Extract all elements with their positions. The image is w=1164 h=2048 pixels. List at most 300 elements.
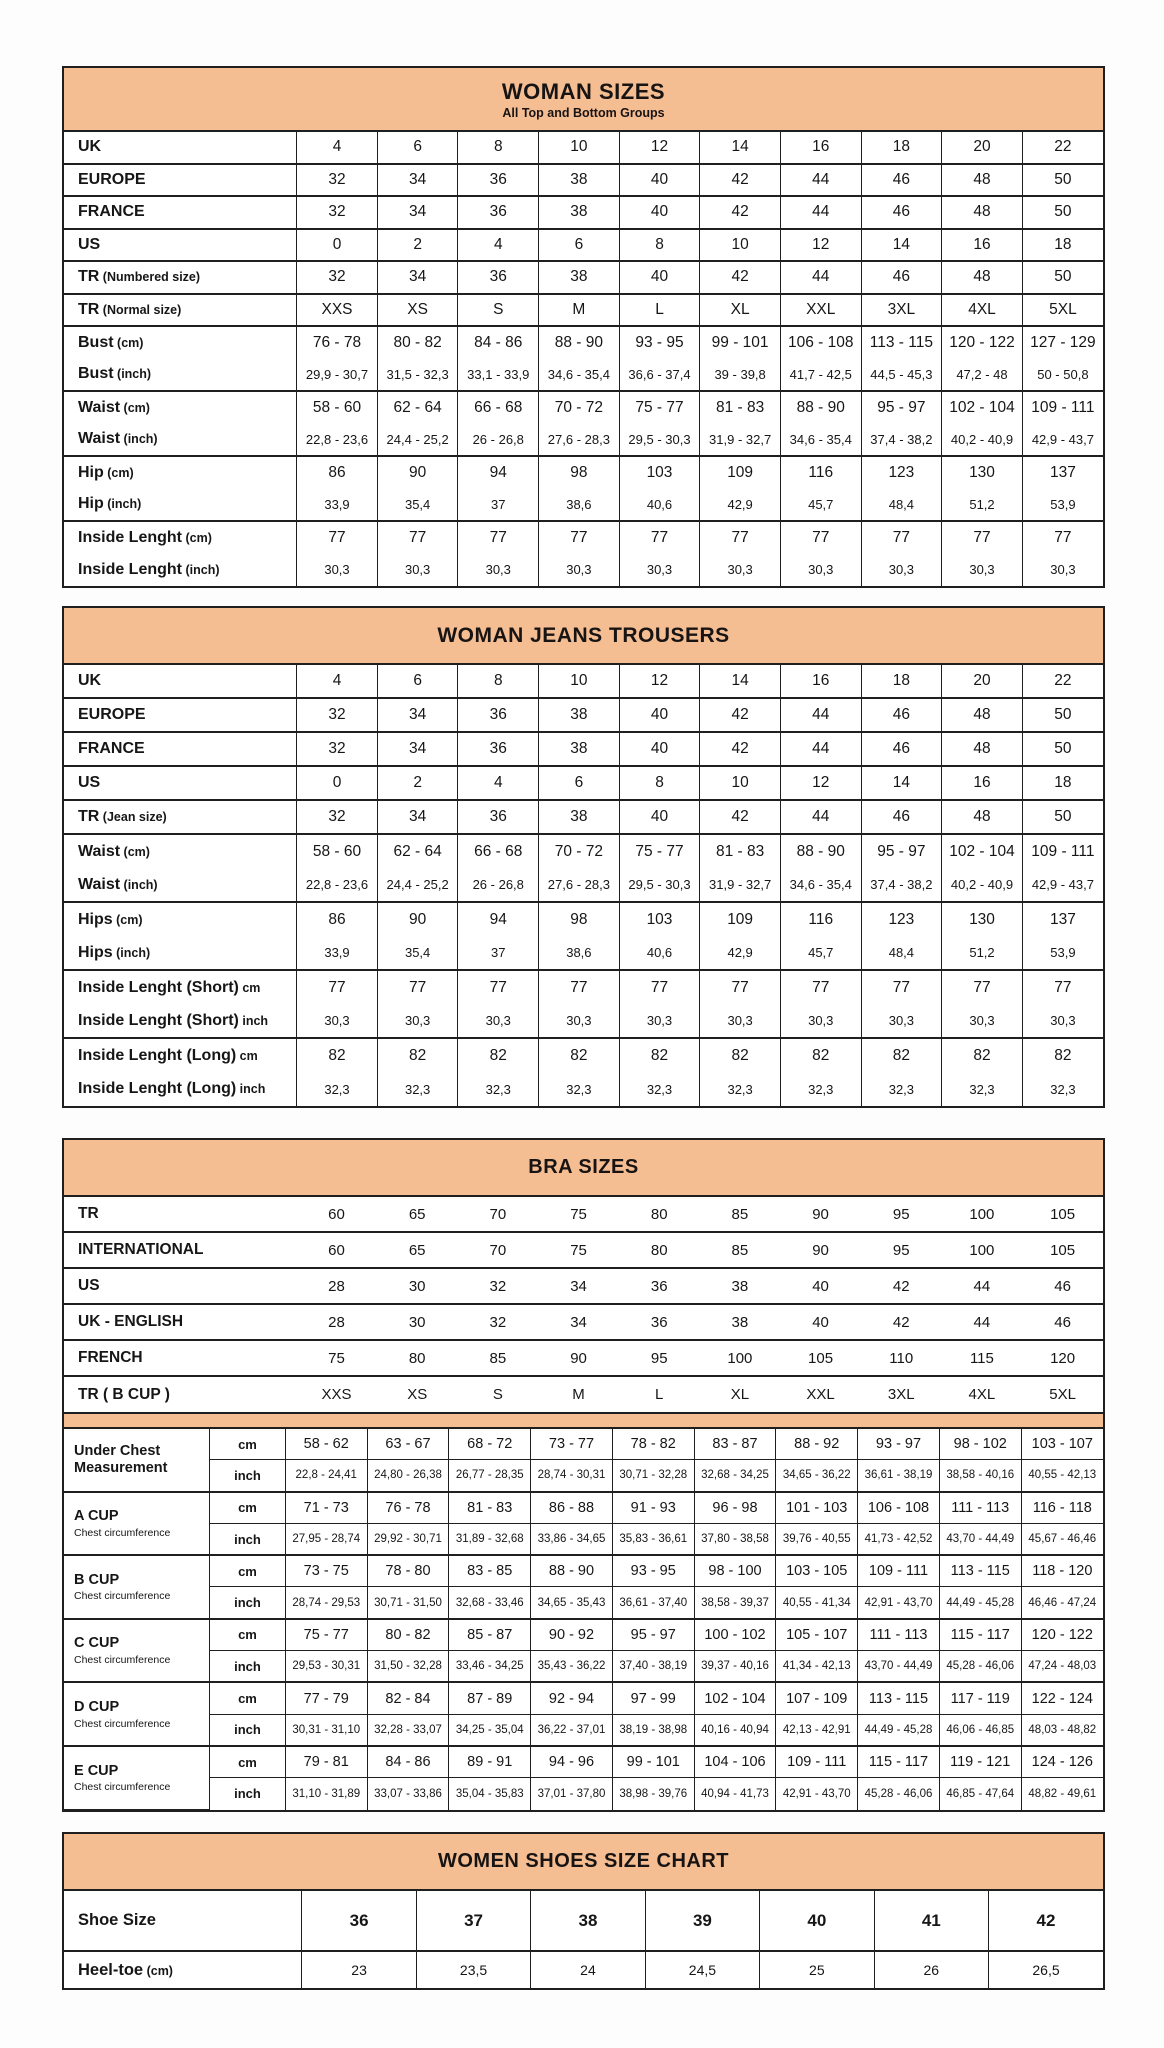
value-cell: 32,3 [861,1072,942,1106]
value-cell: 27,6 - 28,3 [539,868,620,902]
value-cell: 32,3 [539,1072,620,1106]
row-label: US [64,766,297,800]
value-cell: 40 [619,164,700,197]
row-label: TR (Normal size) [64,294,297,327]
value-cell: 82 [1022,1038,1103,1072]
row-label: UK - ENGLISH [64,1304,296,1340]
value-cell: 8 [458,664,539,698]
value-cell: 24,5 [645,1951,759,1988]
woman-sizes-title: WOMAN SIZES [501,78,666,104]
value-cell: 22 [1022,664,1103,698]
value-cell: 93 - 95 [619,326,700,359]
value-cell: 42 [700,732,781,766]
value-cell: 38 [539,800,620,834]
value-cell: 30,3 [297,554,378,587]
value-cell: 58 - 60 [297,834,378,868]
table-row [64,1746,1103,1778]
value-cell: 47,2 - 48 [942,359,1023,392]
table-row [64,164,1103,197]
value-cell: 119 - 121 [939,1746,1021,1778]
value-cell: 45,7 [780,936,861,970]
value-cell: 46 [1022,1304,1103,1340]
value-cell: 85 [458,1340,539,1376]
value-cell: 82 - 84 [367,1682,449,1714]
value-cell: 48,82 - 49,61 [1021,1778,1103,1810]
value-cell: 80 [619,1232,700,1268]
woman-sizes-section [62,66,1105,588]
value-cell: 34,65 - 36,22 [776,1460,858,1492]
value-cell: 93 - 95 [612,1555,694,1587]
value-cell: 81 - 83 [700,834,781,868]
value-cell: 75 - 77 [285,1619,367,1651]
value-cell: 50 - 50,8 [1022,359,1103,392]
table-row [64,521,1103,554]
table-row [64,424,1103,457]
value-cell: 50 [1022,164,1103,197]
value-cell: XL [700,1376,781,1412]
table-row [64,1460,1103,1492]
value-cell: 32 [297,698,378,732]
value-cell: 18 [861,664,942,698]
bra-sizes-section [62,1138,1105,1812]
row-label: TR (Jean size) [64,800,297,834]
value-cell: 42 [700,261,781,294]
value-cell: 38,58 - 40,16 [939,1460,1021,1492]
value-cell: 77 [942,521,1023,554]
value-cell: 62 - 64 [377,834,458,868]
unit-cell: cm [210,1746,286,1778]
row-group-label: B CUP Chest circumference [64,1555,210,1619]
table-row [64,1340,1103,1376]
value-cell: 65 [377,1232,458,1268]
value-cell: 34,25 - 35,04 [449,1714,531,1746]
value-cell: 34 [377,196,458,229]
value-cell: 35,43 - 36,22 [531,1651,613,1683]
value-cell: 73 - 77 [531,1428,613,1460]
value-cell: 40,16 - 40,94 [694,1714,776,1746]
value-cell: 113 - 115 [861,326,942,359]
value-cell: 31,9 - 32,7 [700,868,781,902]
table-row [64,1714,1103,1746]
value-cell: 105 [780,1340,861,1376]
table-row [64,1890,1103,1951]
value-cell: 75 [538,1196,619,1232]
row-group-label: A CUP Chest circumference [64,1492,210,1556]
value-cell: 120 - 122 [1021,1619,1103,1651]
value-cell: 4 [458,766,539,800]
value-cell: 46 [861,196,942,229]
woman-jeans-grid [64,663,1103,1106]
value-cell: XS [377,294,458,327]
value-cell: 44 [780,196,861,229]
value-cell: 36 [458,800,539,834]
value-cell: 120 - 122 [942,326,1023,359]
row-label: Hip (cm) [64,456,297,489]
value-cell: 18 [1022,766,1103,800]
value-cell: 32,3 [700,1072,781,1106]
value-cell: 109 - 111 [858,1555,940,1587]
value-cell: 102 - 104 [694,1682,776,1714]
row-label: Heel-toe (cm) [64,1951,302,1988]
unit-cell: cm [210,1619,286,1651]
value-cell: 32,68 - 34,25 [694,1460,776,1492]
table-row [64,391,1103,424]
table-row [64,1232,1103,1268]
value-cell: 106 - 108 [780,326,861,359]
value-cell: 34 [538,1304,619,1340]
value-cell: 29,92 - 30,71 [367,1523,449,1555]
value-cell: L [619,294,700,327]
value-cell: 113 - 115 [939,1555,1021,1587]
value-cell: 40 [780,1304,861,1340]
table-row [64,1778,1103,1810]
value-cell: 44,5 - 45,3 [861,359,942,392]
table-row [64,800,1103,834]
value-cell: 48 [942,732,1023,766]
value-cell: 35,4 [377,936,458,970]
value-cell: 77 [377,970,458,1004]
value-cell: 46 [861,800,942,834]
unit-cell: cm [210,1492,286,1524]
woman-jeans-section [62,606,1105,1108]
row-label: Bust (cm) [64,326,297,359]
value-cell: 34 [377,698,458,732]
value-cell: 116 - 118 [1021,1492,1103,1524]
value-cell: 37 [416,1890,530,1951]
value-cell: 38 [700,1304,781,1340]
value-cell: 50 [1022,732,1103,766]
value-cell: 39,76 - 40,55 [776,1523,858,1555]
value-cell: 106 - 108 [858,1492,940,1524]
value-cell: 90 - 92 [531,1619,613,1651]
value-cell: 77 [539,970,620,1004]
row-label: EUROPE [64,698,297,732]
value-cell: 88 - 90 [531,1555,613,1587]
value-cell: 23 [302,1951,416,1988]
value-cell: 77 [861,521,942,554]
value-cell: 81 - 83 [700,391,781,424]
value-cell: 32 [297,732,378,766]
value-cell: 77 [861,970,942,1004]
value-cell: 18 [861,131,942,164]
value-cell: 26,5 [989,1951,1104,1988]
row-label: Hips (cm) [64,902,297,936]
value-cell: 6 [377,664,458,698]
value-cell: 36,61 - 38,19 [858,1460,940,1492]
value-cell: 73 - 75 [285,1555,367,1587]
table-row [64,698,1103,732]
woman-jeans-header-band [64,608,1103,663]
value-cell: 37,4 - 38,2 [861,868,942,902]
table-row [64,970,1103,1004]
value-cell: 82 [458,1038,539,1072]
value-cell: 98 [539,456,620,489]
row-label: Waist (inch) [78,430,158,448]
orange-separator-band [64,1412,1103,1427]
value-cell: 86 [297,456,378,489]
value-cell: 31,9 - 32,7 [700,424,781,457]
value-cell: 47,24 - 48,03 [1021,1651,1103,1683]
value-cell: 32 [458,1268,539,1304]
value-cell: 90 [780,1196,861,1232]
value-cell: XXL [780,294,861,327]
row-label: TR (Numbered size) [64,261,297,294]
value-cell: 33,07 - 33,86 [367,1778,449,1810]
size-table [64,663,1103,1106]
value-cell: 42,91 - 43,70 [858,1587,940,1619]
value-cell: 46,06 - 46,85 [939,1714,1021,1746]
value-cell: 81 - 83 [449,1492,531,1524]
value-cell: 75 - 77 [619,391,700,424]
unit-cell: cm [210,1682,286,1714]
value-cell: 44 [780,164,861,197]
value-cell: 30,3 [942,1004,1023,1038]
value-cell: 50 [1022,698,1103,732]
value-cell: 30,3 [619,554,700,587]
value-cell: 30,3 [619,1004,700,1038]
value-cell: 84 - 86 [367,1746,449,1778]
value-cell: 35,04 - 35,83 [449,1778,531,1810]
value-cell: 32,3 [1022,1072,1103,1106]
row-label: Waist (cm) [64,834,297,868]
row-group-label: E CUP Chest circumference [64,1746,210,1810]
value-cell: 26 [874,1951,988,1988]
woman-sizes-grid [64,130,1103,586]
row-label: US [64,1268,296,1304]
value-cell: 37,4 - 38,2 [861,424,942,457]
value-cell: 27,6 - 28,3 [539,424,620,457]
value-cell: 109 - 111 [776,1746,858,1778]
value-cell: 99 - 101 [612,1746,694,1778]
value-cell: 82 [377,1038,458,1072]
value-cell: 46 [861,164,942,197]
row-label: FRANCE [64,196,297,229]
row-label: US [64,229,297,262]
value-cell: 30,3 [700,1004,781,1038]
value-cell: 8 [458,131,539,164]
row-label: TR [64,1196,296,1232]
value-cell: 48,4 [861,936,942,970]
value-cell: 48 [942,196,1023,229]
table-row [64,1619,1103,1651]
value-cell: 37 [458,936,539,970]
value-cell: 12 [780,229,861,262]
table-row [64,1004,1103,1038]
value-cell: S [458,1376,539,1412]
value-cell: 5XL [1022,294,1103,327]
value-cell: 36 [458,698,539,732]
table-row [64,1196,1103,1232]
row-label: EUROPE [64,164,297,197]
value-cell: 107 - 109 [776,1682,858,1714]
value-cell: 2 [377,229,458,262]
value-cell: 40 [619,698,700,732]
value-cell: 23,5 [416,1951,530,1988]
value-cell: 35,83 - 36,61 [612,1523,694,1555]
value-cell: 34 [377,800,458,834]
value-cell: 33,46 - 34,25 [449,1651,531,1683]
value-cell: 4 [297,131,378,164]
value-cell: 30,3 [458,554,539,587]
value-cell: 44 [780,732,861,766]
value-cell: 51,2 [942,489,1023,522]
value-cell: 53,9 [1022,489,1103,522]
row-label: Waist (inch) [78,875,158,893]
value-cell: 6 [377,131,458,164]
table-row [64,1682,1103,1714]
value-cell: 90 [377,902,458,936]
value-cell: M [538,1376,619,1412]
value-cell: 30,31 - 31,10 [285,1714,367,1746]
value-cell: 30,3 [861,1004,942,1038]
value-cell: 46 [861,732,942,766]
bra-sizes-header-band [64,1140,1103,1195]
value-cell: 30,3 [700,554,781,587]
value-cell: 32,3 [458,1072,539,1106]
row-label: Shoe Size [64,1890,302,1951]
value-cell: 40,2 - 40,9 [942,868,1023,902]
value-cell: 65 [377,1196,458,1232]
value-cell: 84 - 86 [458,326,539,359]
value-cell: XS [377,1376,458,1412]
value-cell: 32,3 [619,1072,700,1106]
value-cell: 32 [297,261,378,294]
value-cell: 98 - 102 [939,1428,1021,1460]
value-cell: 87 - 89 [449,1682,531,1714]
value-cell: 43,70 - 44,49 [858,1651,940,1683]
value-cell: 137 [1022,456,1103,489]
value-cell: 77 [458,970,539,1004]
value-cell: 22,8 - 23,6 [297,868,378,902]
value-cell: 95 [861,1196,942,1232]
table-row [64,1376,1103,1412]
value-cell: 77 [700,521,781,554]
value-cell: 88 - 90 [780,391,861,424]
value-cell: 76 - 78 [367,1492,449,1524]
value-cell: 41,34 - 42,13 [776,1651,858,1683]
value-cell: 50 [1022,261,1103,294]
value-cell: 12 [619,131,700,164]
value-cell: 29,9 - 30,7 [297,359,378,392]
value-cell: 82 [780,1038,861,1072]
value-cell: 50 [1022,196,1103,229]
value-cell: 115 - 117 [939,1619,1021,1651]
value-cell: 42,91 - 43,70 [776,1778,858,1810]
value-cell: 14 [700,664,781,698]
value-cell: 105 [1022,1232,1103,1268]
value-cell: 77 [619,970,700,1004]
value-cell: 123 [861,456,942,489]
value-cell: 48 [942,261,1023,294]
value-cell: 82 [942,1038,1023,1072]
value-cell: 38 [531,1890,645,1951]
value-cell: 90 [780,1232,861,1268]
value-cell: 111 - 113 [858,1619,940,1651]
value-cell: 37,80 - 38,58 [694,1523,776,1555]
value-cell: 100 [942,1232,1023,1268]
value-cell: 117 - 119 [939,1682,1021,1714]
size-table [64,1427,1103,1810]
value-cell: 30,3 [780,554,861,587]
value-cell: 4XL [942,1376,1023,1412]
value-cell: 82 [861,1038,942,1072]
value-cell: 76 - 78 [297,326,378,359]
value-cell: 48 [942,698,1023,732]
table-row [64,834,1103,868]
value-cell: 32 [297,164,378,197]
value-cell: 41 [874,1890,988,1951]
value-cell: 38 [539,261,620,294]
value-cell: 95 - 97 [861,834,942,868]
value-cell: 30,3 [1022,554,1103,587]
value-cell: 38,6 [539,489,620,522]
value-cell: 18 [1022,229,1103,262]
value-cell: 30,3 [377,1004,458,1038]
woman-sizes-subtitle: All Top and Bottom Groups [502,105,665,120]
value-cell: 40 [619,261,700,294]
value-cell: 86 [297,902,378,936]
value-cell: 16 [780,664,861,698]
row-label: Hips (inch) [78,943,151,961]
value-cell: 28,74 - 29,53 [285,1587,367,1619]
value-cell: 27,95 - 28,74 [285,1523,367,1555]
value-cell: 37 [458,489,539,522]
value-cell: 33,1 - 33,9 [458,359,539,392]
value-cell: 16 [942,229,1023,262]
value-cell: 75 [296,1340,377,1376]
row-label: Inside Lenght (Short) cm [64,970,297,1004]
value-cell: 58 - 62 [285,1428,367,1460]
value-cell: 100 - 102 [694,1619,776,1651]
value-cell: 109 - 111 [1022,834,1103,868]
value-cell: 16 [780,131,861,164]
value-cell: 77 [942,970,1023,1004]
value-cell: 36 [458,261,539,294]
value-cell: 44 [942,1268,1023,1304]
value-cell: 26 - 26,8 [458,424,539,457]
table-row [64,326,1103,359]
value-cell: 34,6 - 35,4 [780,868,861,902]
value-cell: 116 [780,456,861,489]
unit-cell: inch [210,1714,286,1746]
value-cell: 89 - 91 [449,1746,531,1778]
value-cell: 40 [619,196,700,229]
row-label: Bust (inch) [78,365,152,383]
value-cell: 77 [780,521,861,554]
value-cell: 77 [780,970,861,1004]
value-cell: 33,9 [297,936,378,970]
value-cell: 46,85 - 47,64 [939,1778,1021,1810]
value-cell: 85 [700,1196,781,1232]
value-cell: 38 [539,164,620,197]
value-cell: 28 [296,1268,377,1304]
value-cell: 36 [458,732,539,766]
value-cell: 130 [942,456,1023,489]
table-row [64,1072,1103,1106]
value-cell: 28,74 - 30,31 [531,1460,613,1492]
value-cell: 36,22 - 37,01 [531,1714,613,1746]
value-cell: 103 - 107 [1021,1428,1103,1460]
value-cell: 123 [861,902,942,936]
value-cell: 44 [780,800,861,834]
value-cell: 115 [942,1340,1023,1376]
row-group-label: C CUP Chest circumference [64,1619,210,1683]
value-cell: 90 [377,456,458,489]
value-cell: 38 [700,1268,781,1304]
value-cell: 94 [458,902,539,936]
value-cell: 120 [1022,1340,1103,1376]
value-cell: 103 - 105 [776,1555,858,1587]
